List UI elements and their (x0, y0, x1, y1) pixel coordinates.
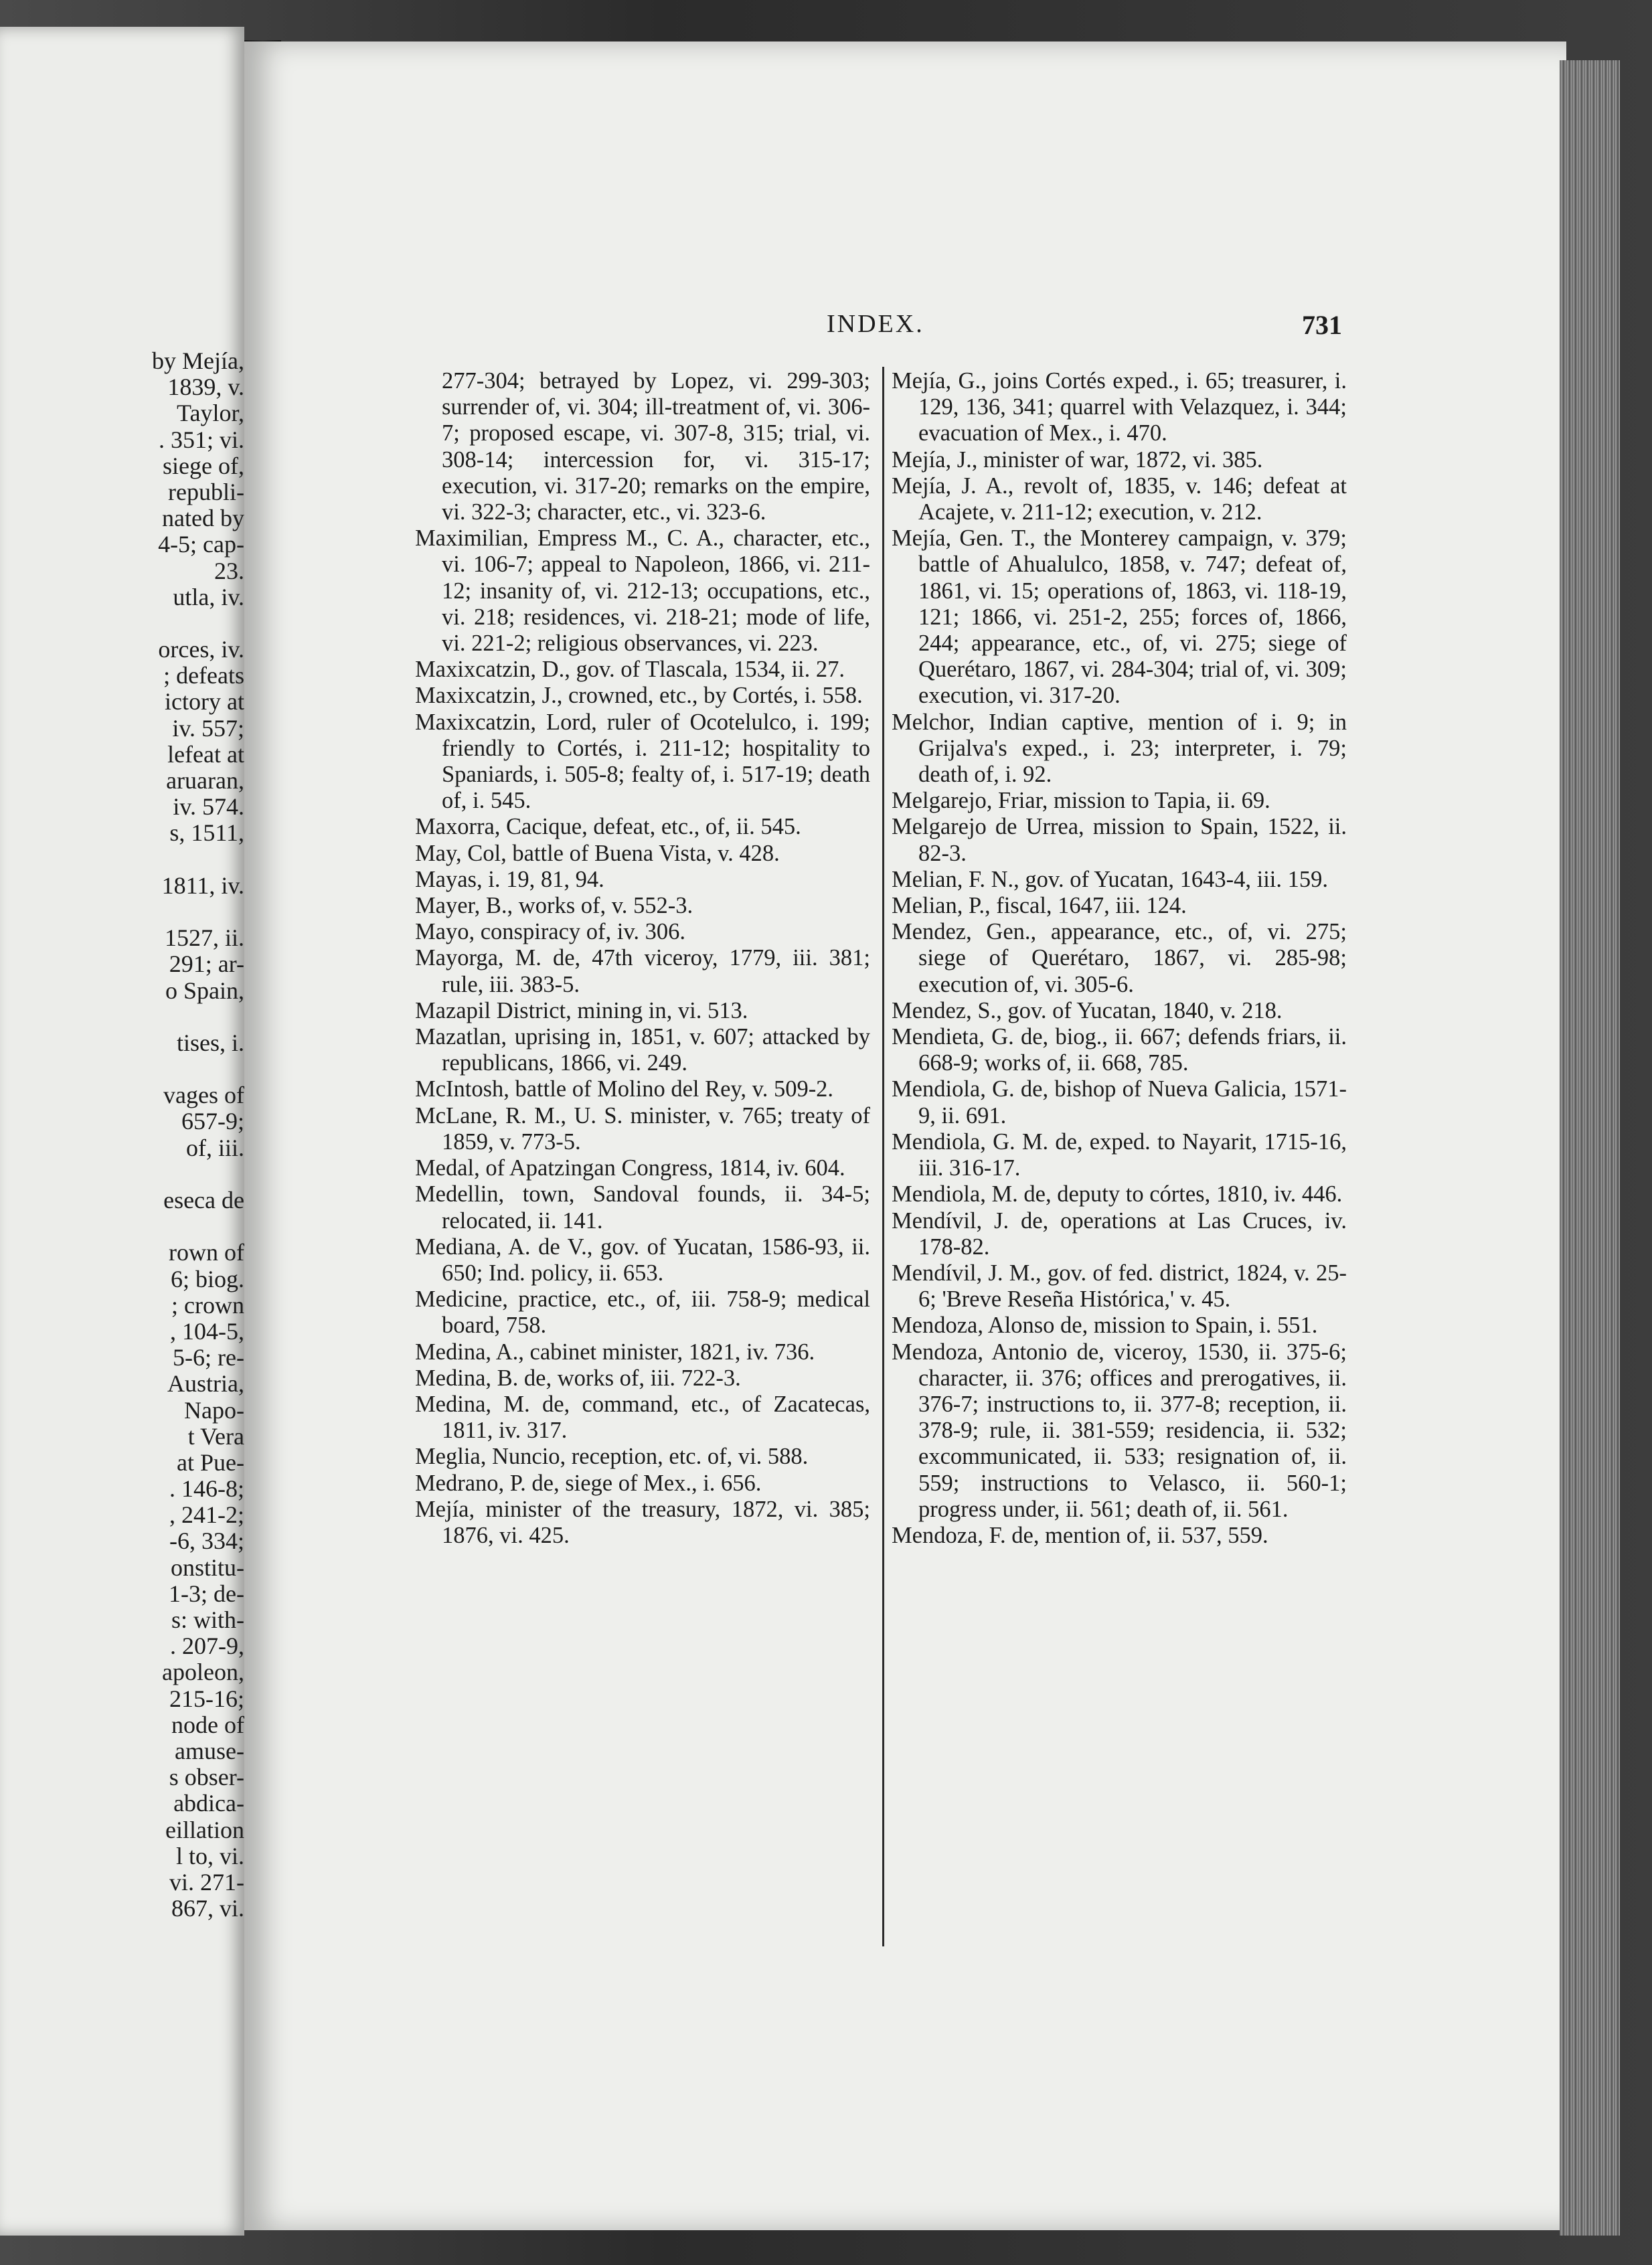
facing-page-line: , 104-5, (170, 1317, 244, 1345)
index-entry: Mayer, B., works of, v. 552-3. (415, 893, 693, 919)
facing-page-line: 1527, ii. (164, 924, 244, 952)
index-entry: Maxixcatzin, D., gov. of Tlascala, 1534, ii. 27. (415, 657, 845, 683)
index-entry: Mejía, J. A., revolt of, 1835, v. 146; defeat at Acajete, v. 211-12; execution, v. 212. (892, 473, 1347, 525)
facing-page-line: ; crown (171, 1291, 244, 1319)
facing-page-line: l to, vi. (175, 1842, 244, 1869)
facing-page-line: 291; ar- (169, 950, 244, 978)
facing-page-line (3, 847, 244, 873)
facing-page-line: 1811, iv. (161, 871, 244, 899)
index-entry: Medina, A., cabinet minister, 1821, iv. 736. (415, 1339, 815, 1365)
index-column-right (892, 368, 1347, 1549)
facing-page-line: nated by (162, 505, 244, 532)
facing-page-line: by Mejía, (152, 347, 244, 374)
index-entry: Mediana, A. de V., gov. of Yucatan, 1586-93, ii. 650; Ind. policy, ii. 653. (415, 1234, 870, 1286)
facing-page-line: o Spain, (165, 977, 244, 1004)
index-entry: Mejía, J., minister of war, 1872, vi. 385. (892, 446, 1263, 473)
facing-page-line: iv. 574. (173, 793, 244, 821)
facing-page-line: eillation (165, 1816, 244, 1843)
index-entry: 277-304; betrayed by Lopez, vi. 299-303; surrender of, vi. 304; ill-treatment of, vi. 306-7; proposed escape, vi. 307-8, 315; trial, vi. 308-14; intercession for, vi. 315-17; execution, vi. 317-20; remarks on the empire, vi. 322-3; character, etc., vi. 323-6. (442, 368, 870, 525)
facing-page-line: . 351; vi. (158, 426, 244, 453)
index-entry: Mendoza, Antonio de, viceroy, 1530, ii. 375-6; character, ii. 376; offices and prerogatives, ii. 376-7; instructions to, ii. 377-8; reception, ii. 378-9; rule, ii. 381-559; residencia, ii. 532; excommunicated, ii. 533; resignation of, ii. 559; instructions to Velasco, ii. 560-1; progress under, ii. 561; death of, ii. 561. (892, 1339, 1347, 1522)
index-entry: Mendieta, G. de, biog., ii. 667; defends friars, ii. 668-9; works of, ii. 668, 785. (892, 1024, 1347, 1076)
facing-page-line: 867, vi. (171, 1895, 244, 1922)
facing-page-line: onstitu- (170, 1554, 244, 1581)
index-entry: Medellin, town, Sandoval founds, ii. 34-5; relocated, ii. 141. (415, 1181, 870, 1234)
index-entry: Mejía, minister of the treasury, 1872, vi. 385; 1876, vi. 425. (415, 1496, 870, 1548)
facing-page-line: s, 1511, (169, 819, 244, 847)
index-entry: Melchor, Indian captive, mention of i. 9; in Grijalva's exped., i. 23; interpreter, i. 79; death of, i. 92. (892, 709, 1347, 788)
facing-page-line: 4-5; cap- (158, 531, 244, 558)
facing-page-line: vi. 271- (169, 1868, 244, 1896)
facing-page-line: . 207-9, (170, 1632, 244, 1660)
index-entry: Mendoza, Alonso de, mission to Spain, i. 551. (892, 1313, 1318, 1339)
facing-page-line: Austria, (167, 1370, 244, 1398)
facing-page-line: s obser- (169, 1764, 244, 1791)
index-entry: May, Col, battle of Buena Vista, v. 428. (415, 840, 780, 866)
index-entry: Mayo, conspiracy of, iv. 306. (415, 919, 686, 945)
index-entry: Melian, F. N., gov. of Yucatan, 1643-4, iii. 159. (892, 866, 1329, 892)
index-entry: Mendívil, J. de, operations at Las Cruces, iv. 178-82. (892, 1207, 1347, 1260)
index-entry: Melgarejo de Urrea, mission to Spain, 1522, ii. 82-3. (892, 814, 1347, 866)
facing-page-left (0, 27, 244, 2236)
facing-page-line: iv. 557; (172, 714, 244, 742)
facing-page-line: vages of (163, 1082, 244, 1109)
column-divider (882, 367, 884, 1946)
facing-page-line: amuse- (175, 1737, 244, 1764)
index-entry: Mejía, Gen. T., the Monterey campaign, v. 379; battle of Ahualulco, 1858, v. 747; defeat of, 1861, vi. 15; operations of, 1863, vi. 118-19, 121; 1866, vi. 251-2, 255; forces of, 1866, 244; appearance, etc., of, vi. 275; siege of Querétaro, 1867, vi. 284-304; trial of, vi. 309; execution, vi. 317-20. (892, 525, 1347, 709)
index-entry: Maxixcatzin, Lord, ruler of Ocotelulco, i. 199; friendly to Cortés, i. 211-12; hospitality to Spaniards, i. 505-8; fealty of, i. 517-19; death of, i. 545. (415, 709, 870, 814)
index-entry: Medicine, practice, etc., of, iii. 758-9; medical board, 758. (415, 1286, 870, 1339)
index-entry: Mazatlan, uprising in, 1851, v. 607; attacked by republicans, 1866, vi. 249. (415, 1024, 870, 1076)
facing-page-line: abdica- (173, 1790, 244, 1817)
facing-page-text (3, 348, 244, 1922)
index-entry: Medina, B. de, works of, iii. 722-3. (415, 1365, 741, 1391)
index-entry: McLane, R. M., U. S. minister, v. 765; treaty of 1859, v. 773-5. (415, 1102, 870, 1155)
facing-page-line: s: with- (171, 1606, 244, 1633)
facing-page-line: 215-16; (169, 1685, 244, 1712)
index-entry: Mendez, Gen., appearance, etc., of, vi. 275; siege of Querétaro, 1867, vi. 285-98; execution of, vi. 305-6. (892, 919, 1347, 997)
facing-page-line: tises, i. (176, 1029, 244, 1056)
facing-page-line: aruaran, (166, 767, 244, 794)
facing-page-line: Napo- (184, 1396, 244, 1424)
facing-page-line: , 241-2; (169, 1501, 244, 1529)
facing-page-line (3, 1213, 244, 1240)
index-entry: Mendoza, F. de, mention of, ii. 537, 559. (892, 1522, 1268, 1548)
facing-page-line: orces, iv. (158, 636, 244, 663)
index-entry: Maximilian, Empress M., C. A., character, etc., vi. 106-7; appeal to Napoleon, 1866, vi. 211-12; insanity of, vi. 212-13; occupations, etc., vi. 218; residences, vi. 218-21; mode of life, vi. 221-2; religious observances, vi. 223. (415, 525, 870, 657)
facing-page-line: Taylor, (176, 400, 244, 427)
facing-page-line: siege of, (163, 452, 244, 479)
facing-page-line: eseca de (163, 1187, 244, 1213)
page-edges (1560, 60, 1620, 2236)
index-entry: Mejía, G., joins Cortés exped., i. 65; treasurer, i. 129, 136, 341; quarrel with Velazquez, i. 344; evacuation of Mex., i. 470. (892, 368, 1347, 446)
index-entry: Maxixcatzin, J., crowned, etc., by Cortés, i. 558. (415, 683, 863, 709)
facing-page-line: . 146-8; (169, 1475, 244, 1503)
facing-page-line: at Pue- (177, 1448, 244, 1476)
facing-page-line: 5-6; re- (173, 1344, 244, 1371)
facing-page-line: 23. (214, 557, 244, 584)
facing-page-line: lefeat at (167, 740, 244, 768)
index-entry: Mayas, i. 19, 81, 94. (415, 866, 604, 892)
index-entry: Melgarejo, Friar, mission to Tapia, ii. 69. (892, 788, 1270, 814)
facing-page-line: ictory at (165, 688, 244, 716)
index-entry: Medrano, P. de, siege of Mex., i. 656. (415, 1470, 762, 1496)
facing-page-line: utla, iv. (173, 583, 244, 610)
index-entry: Mayorga, M. de, 47th viceroy, 1779, iii. 381; rule, iii. 383-5. (415, 945, 870, 997)
index-entry: Mendívil, J. M., gov. of fed. district, 1824, v. 25-6; 'Breve Reseña Histórica,' v. 45. (892, 1260, 1347, 1313)
facing-page-line (3, 899, 244, 925)
index-entry: Medal, of Apatzingan Congress, 1814, iv. 604. (415, 1155, 845, 1181)
facing-page-line (3, 1004, 244, 1030)
facing-page-line: ; defeats (163, 662, 244, 689)
facing-page-line: t Vera (187, 1422, 244, 1450)
index-entry: Mendiola, G. M. de, exped. to Nayarit, 1715-16, iii. 316-17. (892, 1128, 1347, 1181)
facing-page-line (3, 1056, 244, 1082)
facing-page-line (3, 1161, 244, 1187)
facing-page-line: -6, 334; (169, 1527, 244, 1555)
facing-page-line: node of (171, 1711, 244, 1738)
facing-page-line: apoleon, (162, 1659, 244, 1686)
page-number: 731 (1302, 310, 1342, 340)
facing-page-line: 6; biog. (170, 1265, 244, 1292)
facing-page-line: 657-9; (181, 1108, 244, 1135)
index-entry: Meglia, Nuncio, reception, etc. of, vi. 588. (415, 1444, 809, 1470)
facing-page-line: rown of (169, 1239, 244, 1266)
index-column-left (415, 368, 870, 1549)
index-entry: Melian, P., fiscal, 1647, iii. 124. (892, 893, 1187, 919)
index-entry: Mendiola, M. de, deputy to córtes, 1810, iv. 446. (892, 1181, 1343, 1207)
facing-page-line: 1839, v. (167, 373, 244, 401)
index-entry: McIntosh, battle of Molino del Rey, v. 509-2. (415, 1076, 834, 1102)
index-entry: Maxorra, Cacique, defeat, etc., of, ii. 545. (415, 814, 801, 840)
index-entry: Mendiola, G. de, bishop of Nueva Galicia, 1571-9, ii. 691. (892, 1076, 1347, 1128)
facing-page-line: 1-3; de- (169, 1580, 244, 1607)
running-head: INDEX. (827, 310, 924, 338)
facing-page-line (3, 610, 244, 637)
index-entry: Mazapil District, mining in, vi. 513. (415, 997, 748, 1023)
facing-page-line: republi- (168, 478, 244, 505)
index-entry: Mendez, S., gov. of Yucatan, 1840, v. 218. (892, 997, 1283, 1023)
facing-page-line: of, iii. (186, 1134, 244, 1161)
index-entry: Medina, M. de, command, etc., of Zacatecas, 1811, iv. 317. (415, 1391, 870, 1444)
